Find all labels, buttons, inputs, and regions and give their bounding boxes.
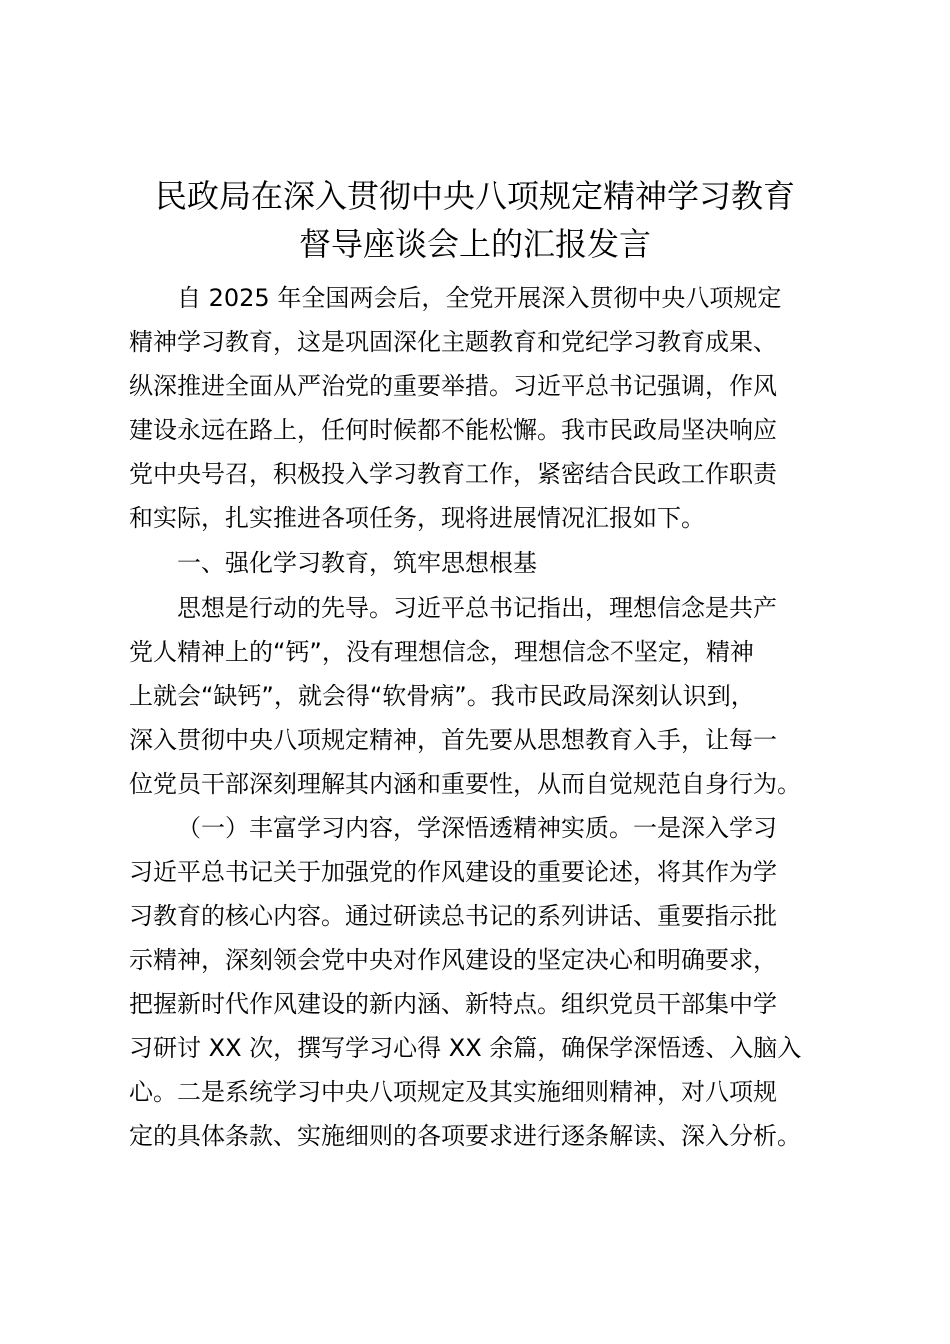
document-title-line-1: 民政局在深入贯彻中央八项规定精神学习教育 <box>154 177 795 215</box>
paragraph-line: 上就会“缺钙”，就会得“软骨病”。我市民政局深刻认识到， <box>129 682 755 710</box>
paragraph-line: 把握新时代作风建设的新内涵、新特点。组织党员干部集中学 <box>129 990 777 1018</box>
paragraph-line: 纵深推进全面从严治党的重要举措。习近平总书记强调，作风 <box>129 372 777 400</box>
section-heading: 一、强化学习教育，筑牢思想根基 <box>177 549 537 577</box>
paragraph-line: 心。二是系统学习中央八项规定及其实施细则精神，对八项规 <box>129 1078 777 1106</box>
paragraph-line: 位党员干部深刻理解其内涵和重要性，从而自觉规范自身行为。 <box>129 770 801 798</box>
paragraph-line: 精神学习教育，这是巩固深化主题教育和党纪学习教育成果、 <box>129 328 777 356</box>
paragraph-line: 自 2025 年全国两会后，全党开展深入贯彻中央八项规定 <box>177 284 782 312</box>
paragraph-line: 习近平总书记关于加强党的作风建设的重要论述，将其作为学 <box>129 858 777 886</box>
paragraph-line: 党人精神上的“钙”，没有理想信念，理想信念不坚定，精神 <box>129 638 754 666</box>
paragraph-line: 党中央号召，积极投入学习教育工作，紧密结合民政工作职责 <box>129 460 777 488</box>
paragraph-line: 定的具体条款、实施细则的各项要求进行逐条解读、深入分析。 <box>129 1122 801 1150</box>
paragraph-line: 和实际，扎实推进各项任务，现将进展情况汇报如下。 <box>129 504 705 532</box>
paragraph-line: 建设永远在路上，任何时候都不能松懈。我市民政局坚决响应 <box>129 416 777 444</box>
paragraph-line: 深入贯彻中央八项规定精神，首先要从思想教育入手，让每一 <box>129 726 777 754</box>
paragraph-line: 习教育的核心内容。通过研读总书记的系列讲话、重要指示批 <box>129 902 777 930</box>
document-title-line-2: 督导座谈会上的汇报发言 <box>298 225 651 263</box>
paragraph-line: 示精神，深刻领会党中央对作风建设的坚定决心和明确要求， <box>129 946 777 974</box>
paragraph-line: 习研讨 XX 次，撰写学习心得 XX 余篇，确保学深悟透、入脑入 <box>129 1034 802 1062</box>
paragraph-line: （一）丰富学习内容，学深悟透精神实质。一是深入学习 <box>177 814 777 842</box>
paragraph-line: 思想是行动的先导。习近平总书记指出，理想信念是共产 <box>177 594 777 622</box>
